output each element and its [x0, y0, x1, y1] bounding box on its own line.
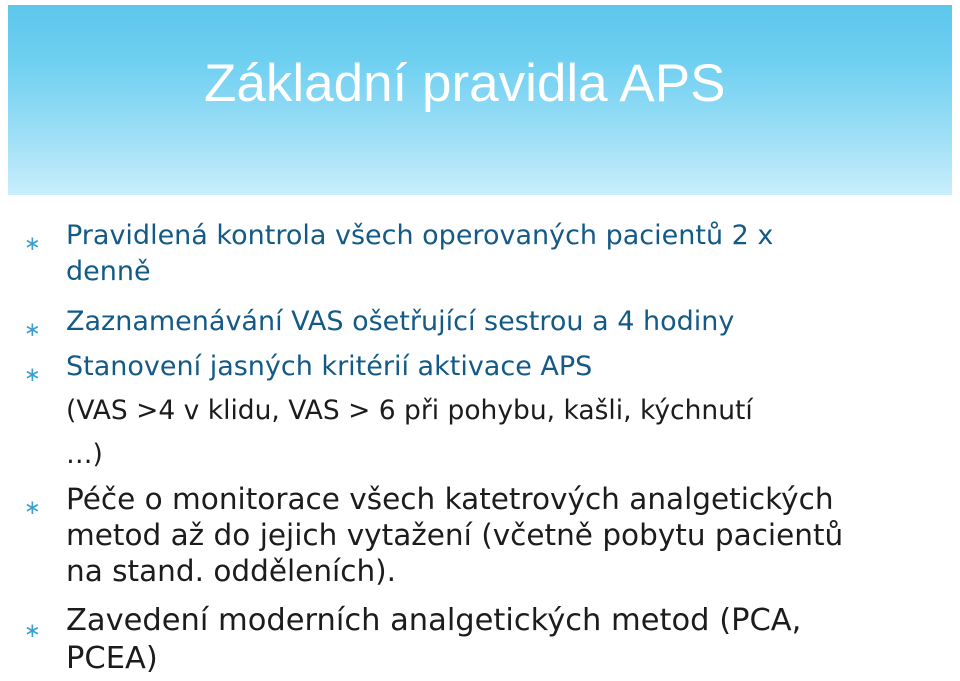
bullet-text-line: Stanovení jasných kritérií aktivace APS — [66, 351, 593, 382]
bullet-marker-icon: ∗ — [24, 495, 41, 519]
bullet-text-line: denně — [66, 256, 151, 287]
slide-title: Základní pravidla APS — [204, 54, 726, 113]
bullet-item — [24, 602, 802, 678]
bullet-item — [24, 218, 774, 290]
bullet-marker-icon: ∗ — [24, 317, 41, 341]
bullet-item — [24, 481, 844, 589]
bullet-text-line: Zaznamenávání VAS ošetřující sestrou a 4 hodiny — [66, 306, 735, 337]
bullet-item — [24, 349, 753, 477]
bullet-text-line: Pravidlená kontrola všech operovaných pacientů 2 x — [66, 220, 774, 251]
bullet-text-line: Zavedení moderních analgetických metod (PCA, — [66, 603, 802, 638]
bullet-subtext-line: …) — [66, 439, 103, 470]
bullet-text-line: na stand. odděleních). — [66, 554, 397, 588]
bullet-marker-icon: ∗ — [24, 231, 41, 255]
bullet-item — [24, 304, 735, 341]
bullet-text-line: Péče o monitorace všech katetrových analgetických — [66, 482, 834, 516]
bullet-text-line: metod až do jejich vytažení (včetně pobytu pacientů — [66, 518, 844, 552]
bullet-text-line: PCEA) — [66, 641, 158, 676]
bullet-marker-icon: ∗ — [24, 362, 41, 386]
bullet-marker-icon: ∗ — [24, 618, 41, 642]
bullet-subtext-line: (VAS >4 v klidu, VAS > 6 při pohybu, kašli, kýchnutí — [66, 395, 753, 426]
